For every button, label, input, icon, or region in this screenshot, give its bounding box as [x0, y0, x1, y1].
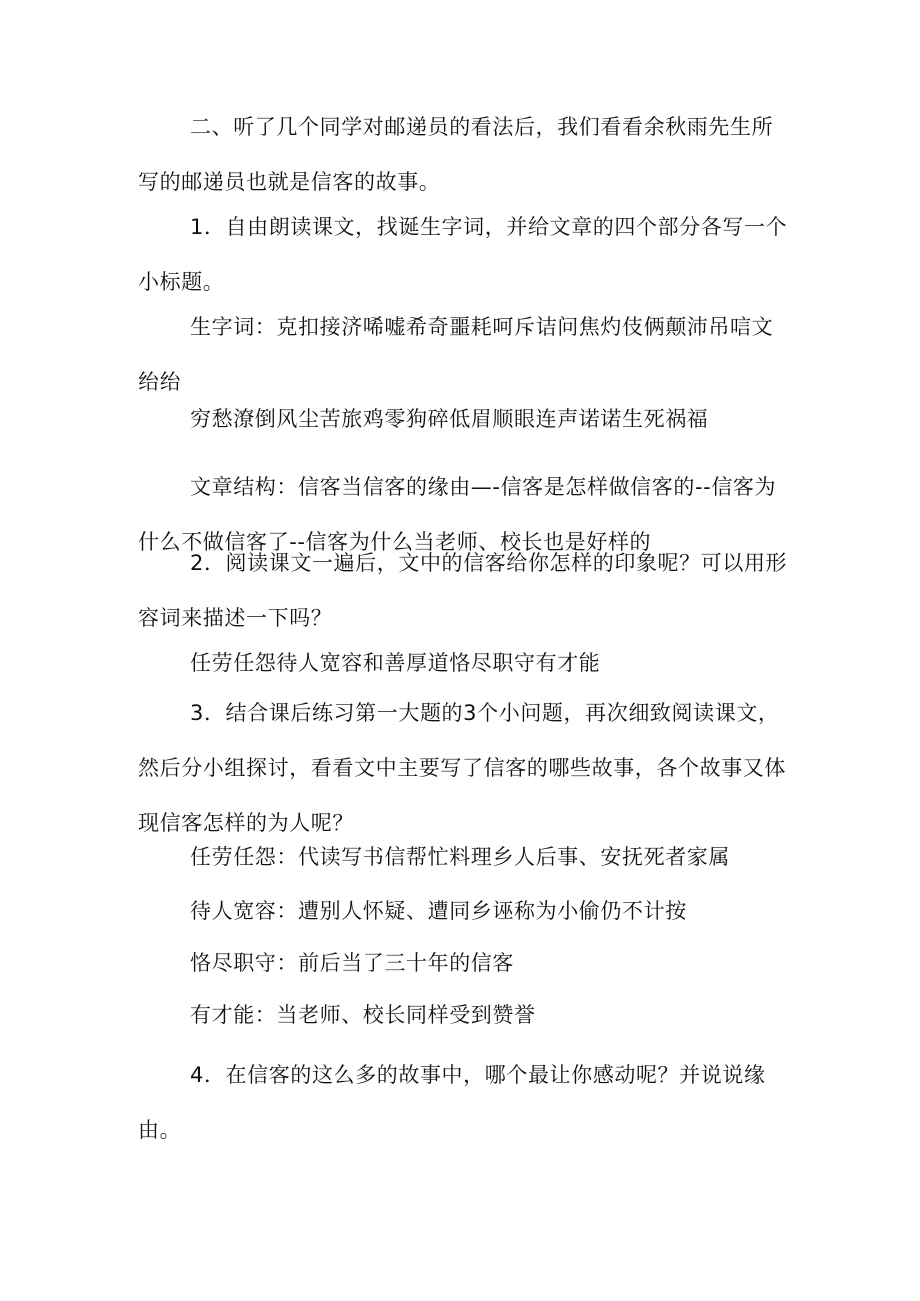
paragraph-question-4: 4．在信客的这么多的故事中，哪个最让你感动呢？并说说缘由。: [138, 1063, 766, 1142]
paragraph-trait-dutiful: 恪尽职守：前后当了三十年的信客: [190, 951, 514, 975]
paragraph-impression: 任劳任怨待人宽容和善厚道恪尽职守有才能: [190, 651, 601, 675]
paragraph-question-2: 2．阅读课文一遍后，文中的信客给你怎样的印象呢？可以用形容词来描述一下吗？: [138, 551, 788, 630]
paragraph-trait-tolerant: 待人宽容：遭别人怀疑、遭同乡诬称为小偷仍不计按: [190, 899, 687, 923]
paragraph-intro: 二、听了几个同学对邮递员的看法后，我们看看余秋雨先生所写的邮递员也就是信客的故事。: [138, 115, 774, 194]
paragraph-idioms: 穷愁潦倒风尘苦旅鸡零狗碎低眉顺眼连声诺诺生死祸福: [190, 407, 709, 431]
paragraph-question-1: 1．自由朗读课文，找诞生字词，并给文章的四个部分各写一个小标题。: [138, 215, 788, 294]
paragraph-vocabulary: 生字词：克扣接济唏嘘希奇噩耗呵斥诘问焦灼伎俩颠沛吊唁文绐绐: [138, 315, 774, 394]
paragraph-trait-talented: 有才能：当老师、校长同样受到赞誉: [190, 1003, 536, 1027]
paragraph-trait-diligent: 任劳任怨：代读写书信帮忙料理乡人后事、安抚死者家属: [190, 845, 730, 869]
paragraph-question-3: 3．结合课后练习第一大题的3个小问题，再次细致阅读课文，然后分小组探讨，看看文中主要写了信客的哪些故事，各个故事又体现信客怎样的为人呢？: [138, 701, 786, 835]
paragraph-structure: 文章结构：信客当信客的缘由—-信客是怎样做信客的--信客为什么不做信客了--信客为什么当老师、校长也是好样的: [138, 475, 777, 554]
